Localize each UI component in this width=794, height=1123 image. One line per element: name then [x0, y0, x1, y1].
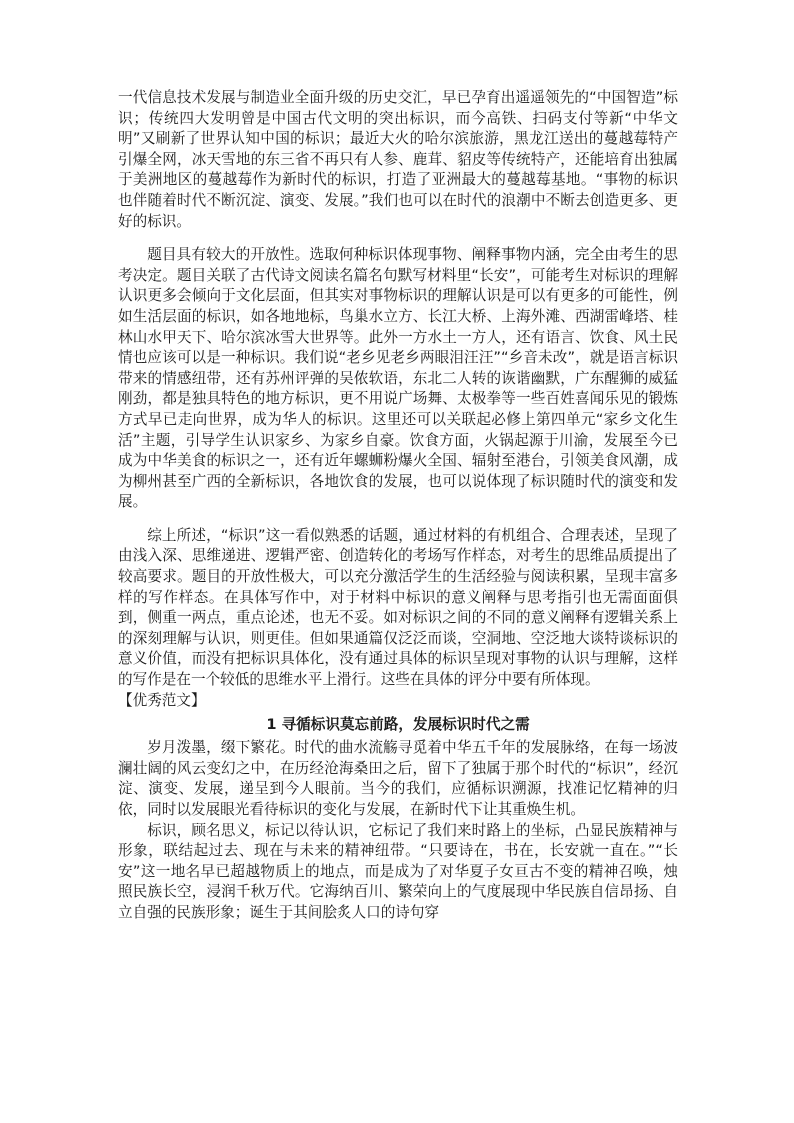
- essay-paragraph-2: 标识，顾名思义，标记以待认识，它标记了我们来时路上的坐标，凸显民族精神与形象，联结起过去、现在与未来的精神纽带。“只要诗在，书在，长安就一直在。”“长安”这一地名早已超越物质上的地点，而是成为了对华夏子女亘古不变的精神召唤，烛照民族长空，浸润千秋万代。它海纳百川、繁荣向上的气度展现中华民族自信昂扬、自立自强的民族形象；诞生于其间脍炙人口的诗句穿: [118, 821, 678, 921]
- essay-title: 1 寻循标识莫忘前路，发展标识时代之需: [266, 716, 530, 734]
- essay-paragraph-1: 岁月泼墨，缀下繁花。时代的曲水流觞寻觅着中华五千年的发展脉络，在每一场波澜壮阔的风云变幻之中，在历经沧海桑田之后，留下了独属于那个时代的“标识”，经沉淀、演变、发展，递呈到今人眼前。当今的我们，应循标识溯源，找准记忆精神的归依，同时以发展眼光看待标识的变化与发展，在新时代下让其重焕生机。: [118, 739, 678, 818]
- body-paragraph-2: 题目具有较大的开放性。选取何种标识体现事物、阐释事物内涵，完全由考生的思考决定。题目关联了古代诗文阅读名篇名句默写材料里“长安”，可能考生对标识的理解认识更多会倾向于文化层面，但其实对事物标识的理解认识是可以有更多的可能性，例如生活层面的标识，如各地地标，鸟巢水立方、长江大桥、上海外滩、西湖雷峰塔、桂林山水甲天下、哈尔滨冰雪大世界等。此外一方水土一方人，还有语言、饮食、风土民情也应该可以是一种标识。我们说“老乡见老乡两眼泪汪汪”“乡音未改”，就是语言标识带来的情感纽带，还有苏州评弹的吴侬软语，东北二人转的诙谐幽默，广东醒狮的威猛刚劲，都是独具特色的地方标识，更不用说广场舞、太极拳等一些百姓喜闻乐见的锻炼方式早已走向世界，成为华人的标识。这里还可以关联起必修上第四单元“家乡文化生活”主题，引导学生认识家乡、为家乡自豪。饮食方面，火锅起源于川渝，发展至今已成为中华美食的标识之一，还有近年螺蛳粉爆火全国、辐射至港台，引领美食风潮，成为柳州甚至广西的全新标识，各地饮食的发展，也可以说体现了标识随时代的演变和发展。: [118, 246, 678, 511]
- document-page: [118, 88, 678, 924]
- body-paragraph-3: 综上所述，“标识”这一看似熟悉的话题，通过材料的有机组合、合理表述，呈现了由浅入深、思维递进、逻辑严密、创造转化的考场写作样态，对考生的思维品质提出了较高要求。题目的开放性极大，可以充分激活学生的生活经验与阅读积累，呈现丰富多样的写作样态。在具体写作中，对于材料中标识的意义阐释与思考指引也无需面面俱到，侧重一两点，重点论述，也无不妥。如对标识之间的不同的意义阐释有逻辑关系上的深刻理解与认识，则更佳。但如果通篇仅泛泛而谈，空洞地、空泛地大谈特谈标识的意义价值，而没有把标识具体化，没有通过具体的标识呈现对事物的认识与理解，这样的写作是在一个较低的思维水平上滑行。这些在具体的评分中要有所体现。: [118, 526, 678, 689]
- body-paragraph-1: 一代信息技术发展与制造业全面升级的历史交汇，早已孕育出遥遥领先的“中国智造”标识；传统四大发明曾是中国古代文明的突出标识，而今高铁、扫码支付等新“中华文明”又刷新了世界认知中国的标识；最近大火的哈尔滨旅游，黑龙江送出的蔓越莓特产引爆全网，冰天雪地的东三省不再只有人参、鹿茸、貂皮等传统特产，还能培育出独属于美洲地区的蔓越莓作为新时代的标识，打造了亚洲最大的蔓越莓基地。“事物的标识也伴随着时代不断沉淀、演变、发展。”我们也可以在时代的浪潮中不断去创造更多、更好的标识。: [118, 89, 678, 230]
- section-label: 【优秀范文】: [118, 691, 206, 709]
